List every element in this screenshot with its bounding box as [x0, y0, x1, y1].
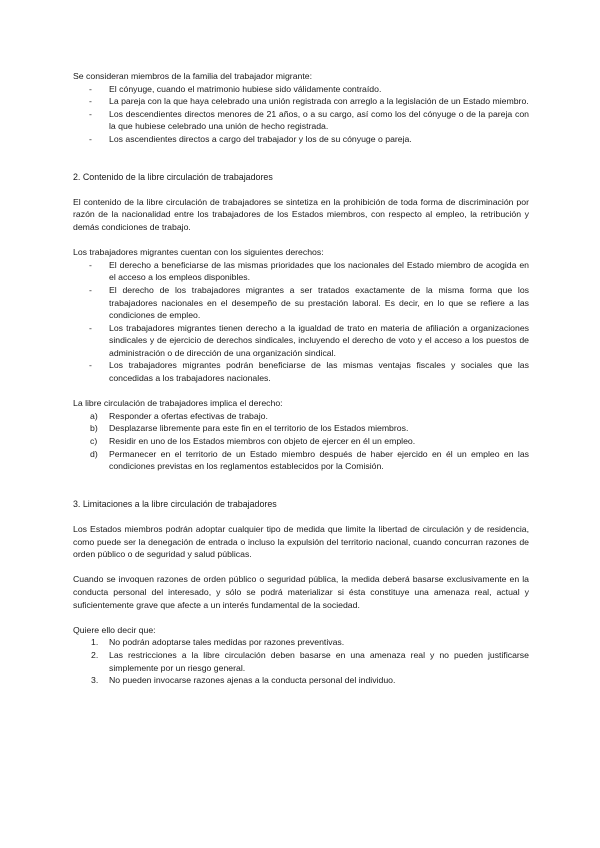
list-item: - El cónyuge, cuando el matrimonio hubiese sido válidamente contraído.	[89, 83, 382, 94]
list-item: - La pareja con la que haya celebrado una unión registrada con arreglo a la legislación de un Estado miembro.	[89, 96, 529, 107]
implies-intro: La libre circulación de trabajadores implica el derecho:	[73, 398, 283, 409]
dash-marker: -	[89, 108, 92, 119]
letter-marker: d)	[90, 448, 98, 459]
section-2-heading: 2. Contenido de la libre circulación de trabajadores	[73, 171, 273, 182]
dash-marker: -	[89, 322, 92, 333]
list-item: b) Desplazarse libremente para este fin en el territorio de los Estados miembros.	[90, 423, 409, 434]
list-item: 2. Las restricciones a la libre circulación deben basarse en una amenaza real y no pueden justificarse simplemente por un riesgo general.	[91, 649, 529, 673]
family-list	[73, 83, 529, 146]
dash-marker: -	[89, 83, 92, 94]
dash-marker: -	[89, 96, 92, 107]
means-intro: Quiere ello decir que:	[73, 624, 156, 635]
list-item: d) Permanecer en el territorio de un Estado miembro después de haber ejercido en él un empleo en las condiciones previstas en los reglamentos establecidos por la Comisión.	[90, 448, 529, 472]
letter-marker: b)	[90, 423, 98, 434]
implies-list	[73, 410, 529, 473]
number-marker: 3.	[91, 675, 99, 686]
list-item: 3. No pueden invocarse razones ajenas a la conducta personal del individuo.	[91, 675, 396, 686]
letter-marker: c)	[90, 436, 98, 447]
section-3-heading: 3. Limitaciones a la libre circulación de trabajadores	[73, 498, 277, 509]
rights-intro: Los trabajadores migrantes cuentan con los siguientes derechos:	[73, 247, 324, 258]
document-page	[73, 70, 529, 687]
dash-marker: -	[89, 360, 92, 371]
number-marker: 2.	[91, 649, 99, 660]
letter-marker: a)	[90, 410, 98, 421]
list-item: 1. No podrán adoptarse tales medidas por razones preventivas.	[91, 637, 345, 648]
list-item: - Los trabajadores migrantes tienen derecho a la igualdad de trato en materia de afiliación a organizaciones sindicales y de ejercicio de derechos sindicales, incluyendo el derecho de voto y el acceso a los puestos de administración o de dirección de una organización sindical.	[89, 322, 529, 358]
list-item: c) Residir en uno de los Estados miembros con objeto de ejercer en él un empleo.	[90, 436, 416, 447]
list-item: - El derecho de los trabajadores migrantes a ser tratados exactamente de la misma forma que los trabajadores nacionales en el desempeño de su prestación laboral. Es decir, en lo que se refiere a las condiciones de empleo.	[89, 284, 529, 321]
dash-marker: -	[89, 284, 92, 295]
number-marker: 1.	[91, 637, 99, 648]
list-item: - Los descendientes directos menores de 21 años, o a su cargo, así como los del cónyuge o de la pareja con la que hubiese celebrado una unión de hecho registrada.	[89, 108, 529, 132]
means-list	[73, 636, 529, 686]
list-item: - Los trabajadores migrantes podrán beneficiarse de las mismas ventajas fiscales y sociales que las concedidas a los trabajadores nacionales.	[89, 360, 529, 384]
list-item: - Los ascendientes directos a cargo del trabajador y los de su cónyuge o pareja.	[89, 133, 412, 144]
section-2-paragraph: El contenido de la libre circulación de trabajadores se sintetiza en la prohibición de toda forma de discriminación por razón de la nacionalidad entre los trabajadores de los Estados miembros, con respecto al empleo, la retribución y demás condiciones de trabajo.	[73, 196, 529, 232]
family-intro: Se consideran miembros de la familia del trabajador migrante:	[73, 71, 313, 81]
section-3-paragraph-1: Los Estados miembros podrán adoptar cualquier tipo de medida que limite la libertad de circulación y de residencia, como puede ser la denegación de entrada o incluso la expulsión del territorio nacional, cuando concurran razones de orden público o de seguridad y salud públicas.	[73, 524, 529, 560]
list-item: - El derecho a beneficiarse de las mismas prioridades que los nacionales del Estado miembro de acogida en el acceso a los empleos disponibles.	[89, 259, 529, 283]
dash-marker: -	[89, 259, 92, 270]
section-3-paragraph-2: Cuando se invoquen razones de orden público o seguridad pública, la medida deberá basarse exclusivamente en la conducta personal del interesado, y sólo se podrá materializar si ésta constituye una amenaza real, actual y suficientemente grave que afecte a un interés fundamental de la sociedad.	[73, 574, 529, 610]
list-item: a) Responder a ofertas efectivas de trabajo.	[90, 410, 268, 421]
rights-list	[73, 259, 529, 385]
dash-marker: -	[89, 133, 92, 144]
